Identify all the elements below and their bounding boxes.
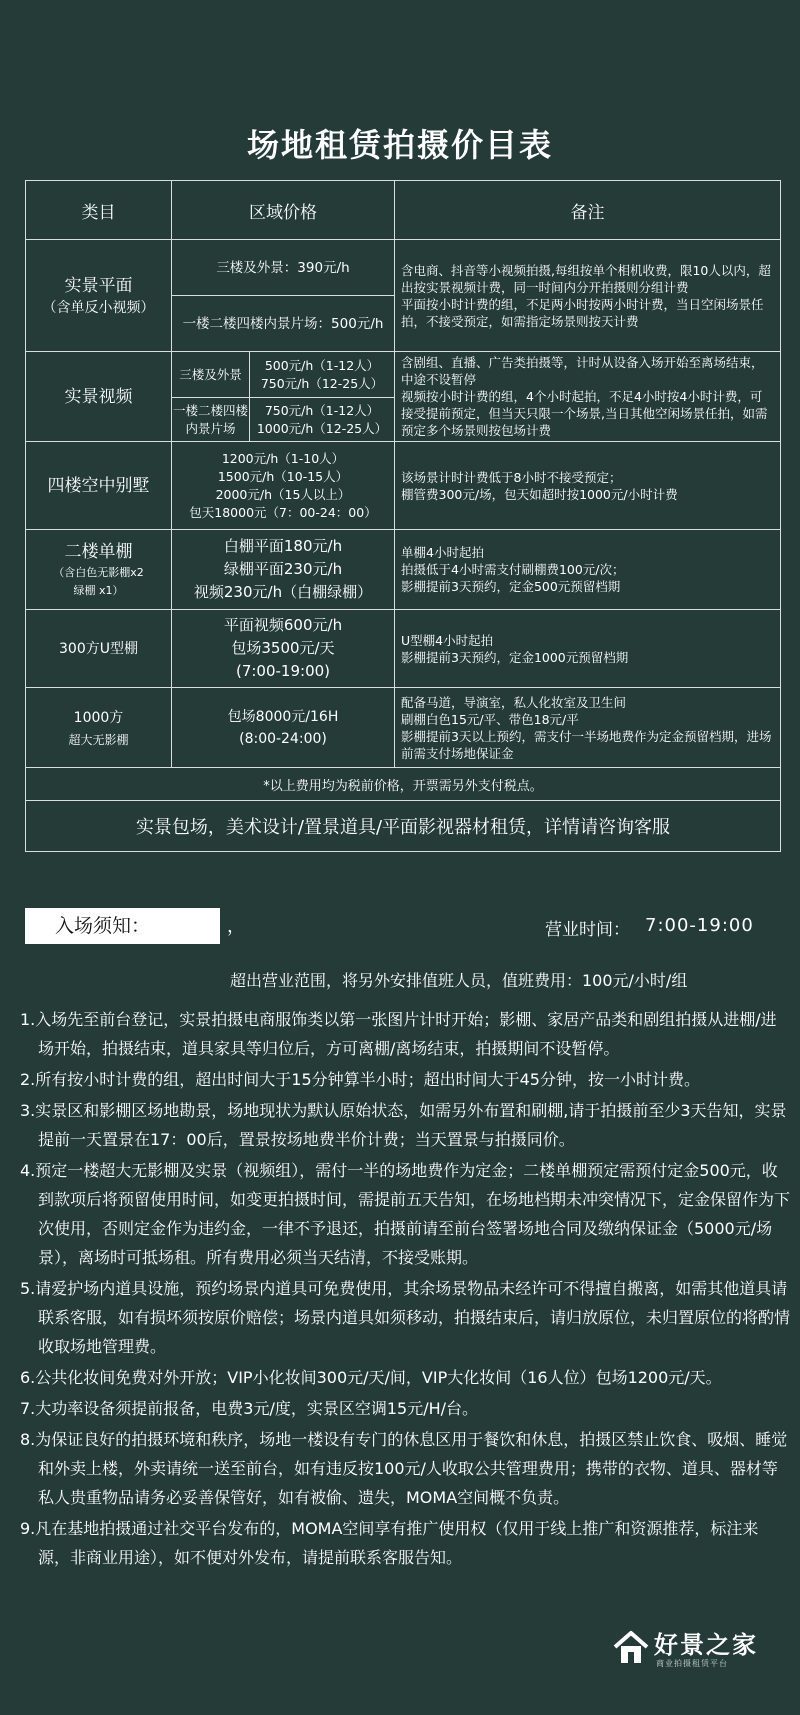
table-row — [26, 688, 781, 768]
category-cell — [26, 688, 172, 768]
hours-label: 营业时间： — [545, 920, 630, 940]
table-row — [26, 442, 781, 530]
hours-value: 7:00-19:00 — [645, 915, 754, 936]
notice-row — [25, 906, 780, 946]
footnote: *以上费用均为税前价格，开票需另外支付税点。 — [26, 768, 781, 801]
table-row — [26, 610, 781, 688]
service-row — [26, 801, 781, 852]
price-cell: 平面视频600元/h 包场3500元/天 (7:00-19:00) — [172, 610, 395, 688]
price-cell: 一楼二楼四楼内景片场：500元/h — [172, 296, 395, 352]
logo-name: 好景之家 — [654, 1631, 758, 1659]
note-cell: 配备马道，导演室，私人化妆室及卫生间 刷棚白色15元/平、带色18元/平 影棚提前3天以上预约，需支付一半场地费作为定金预留档期，进场前需支付场地保证金 — [395, 688, 781, 768]
overtime-note: 超出营业范围，将另外安排值班人员，值班费用：100元/小时/组 — [230, 971, 688, 990]
table-header-row — [26, 181, 781, 240]
price-cell: 500元/h（1-12人） 750元/h（12-25人） — [250, 352, 395, 398]
category-cell — [26, 530, 172, 610]
rule-item: 6.公共化妆间免费对外开放；VIP小化妆间300元/天/间，VIP大化妆间（16人位）包场1200元/天。 — [20, 1368, 722, 1387]
note-cell: 含剧组、直播、广告类拍摄等，计时从设备入场开始至离场结束，中途不设暂停 视频按小时计费的组，4个小时起拍，不足4小时按4小时计费，可接受提前预定，但当天只限一个场景,当日其他空闲场景任拍，如需预定多个场景则按包场计费 — [395, 352, 781, 442]
subarea-cell: 一楼二楼四楼 内景片场 — [172, 398, 250, 442]
note-cell: U型棚4小时起拍 影棚提前3天预约，定金1000元预留档期 — [395, 610, 781, 688]
rule-item: 8.为保证良好的拍摄环境和秩序，场地一楼设有专门的休息区用于餐饮和休息，拍摄区禁止饮食、吸烟、睡觉和外卖上楼，外卖请统一送至前台，如有违反按100元/人收取公共管理费用；携带的衣物、道具、器材等私人贵重物品请务必妥善保管好，如有被偷、遗失，MOMA空间概不负责。 — [20, 1430, 788, 1507]
price-cell: 三楼及外景：390元/h — [172, 240, 395, 296]
header-note: 备注 — [395, 181, 781, 240]
table-row — [26, 240, 781, 296]
note-cell: 单棚4小时起拍 拍摄低于4小时需支付刷棚费100元/次； 影棚提前3天预约，定金500元预留档期 — [395, 530, 781, 610]
note-cell: 该场景计时计费低于8小时不接受预定； 棚管费300元/场，包天如超时按1000元/小时计费 — [395, 442, 781, 530]
category-cell — [26, 240, 172, 352]
price-table — [25, 180, 781, 852]
rule-item: 9.凡在基地拍摄通过社交平台发布的，MOMA空间享有推广使用权（仅用于线上推广和资源推荐，标注来源，非商业用途），如不便对外发布，请提前联系客服告知。 — [20, 1519, 759, 1567]
category-sub: 超大无影棚 — [68, 732, 129, 747]
price-cell: 1200元/h（1-10人） 1500元/h（10-15人） 2000元/h（15人以上） 包天18000元（7：00-24：00） — [172, 442, 395, 530]
category-label: 实景平面 — [64, 275, 133, 296]
footnote-row — [26, 768, 781, 801]
rule-item: 7.大功率设备须提前报备，电费3元/度，实景区空调15元/H/台。 — [20, 1399, 479, 1418]
rule-item: 2.所有按小时计费的组，超出时间大于15分钟算半小时；超出时间大于45分钟，按一小时计费。 — [20, 1070, 700, 1089]
category-cell: 实景视频 — [26, 352, 172, 442]
rules-list — [20, 1005, 790, 1574]
note-cell: 含电商、抖音等小视频拍摄,每组按单个相机收费，限10人以内，超出按实景视频计费，同一时间内分开拍摄则分组计费 平面按小时计费的组，不足两小时按两小时计费，当日空闲场景任拍，不接受预定，如需指定场景则按天计费 — [395, 240, 781, 352]
price-cell: 白棚平面180元/h 绿棚平面230元/h 视频230元/h（白棚绿棚） — [172, 530, 395, 610]
service-banner: 实景包场，美术设计/置景道具/平面影视器材租赁，详情请咨询客服 — [26, 801, 781, 852]
page-title: 场地租赁拍摄价目表 — [246, 126, 553, 164]
category-label: 二楼单棚 — [64, 541, 133, 562]
watermark-logo — [612, 1625, 782, 1675]
house-icon — [612, 1629, 650, 1667]
rule-item: 3.实景区和影棚区场地勘景，场地现状为默认原始状态，如需另外布置和刷棚,请于拍摄前至少3天告知，实景提前一天置景在17：00后，置景按场地费半价计费；当天置景与拍摄同价。 — [20, 1101, 787, 1149]
price-cell: 750元/h（1-12人） 1000元/h（12-25人） — [250, 398, 395, 442]
notice-label: 入场须知： — [25, 908, 220, 944]
category-cell: 四楼空中别墅 — [26, 442, 172, 530]
table-row — [26, 352, 781, 398]
header-price: 区域价格 — [172, 181, 395, 240]
category-sub: （含白色无影棚x2 绿棚 x1） — [53, 565, 144, 597]
logo-slogan: 商业拍摄租赁平台 — [656, 1659, 728, 1668]
rule-item: 1.入场先至前台登记，实景拍摄电商服饰类以第一张图片计时开始；影棚、家居产品类和剧组拍摄从进棚/进场开始，拍摄结束，道具家具等归位后，方可离棚/离场结束，拍摄期间不设暂停。 — [20, 1010, 777, 1058]
header-category: 类目 — [26, 181, 172, 240]
category-cell: 300方U型棚 — [26, 610, 172, 688]
rule-item: 5.请爱护场内道具设施，预约场景内道具可免费使用，其余场景物品未经许可不得擅自搬离，如需其他道具请联系客服，如有损坏须按原价赔偿；场景内道具如须移动，拍摄结束后，请归放原位，未归置原位的将酌情收取场地管理费。 — [20, 1279, 791, 1356]
subarea-cell: 三楼及外景 — [172, 352, 250, 398]
table-row — [26, 530, 781, 610]
rule-item: 4.预定一楼超大无影棚及实景（视频组），需付一半的场地费作为定金；二楼单棚预定需预付定金500元，收到款项后将预留使用时间，如变更拍摄时间，需提前五天告知，在场地档期未冲突情况下，定金保留作为下次使用，否则定金作为违约金，一律不予退还，拍摄前请至前台签署场地合同及缴纳保证金（5000元/场景），离场时可抵场租。所有费用必须当天结清，不接受账期。 — [20, 1161, 791, 1267]
category-sub: （含单反小视频） — [42, 299, 155, 316]
notice-comma: ， — [227, 916, 245, 937]
price-cell: 包场8000元/16H (8:00-24:00) — [172, 688, 395, 768]
category-label: 1000方 — [73, 709, 124, 726]
